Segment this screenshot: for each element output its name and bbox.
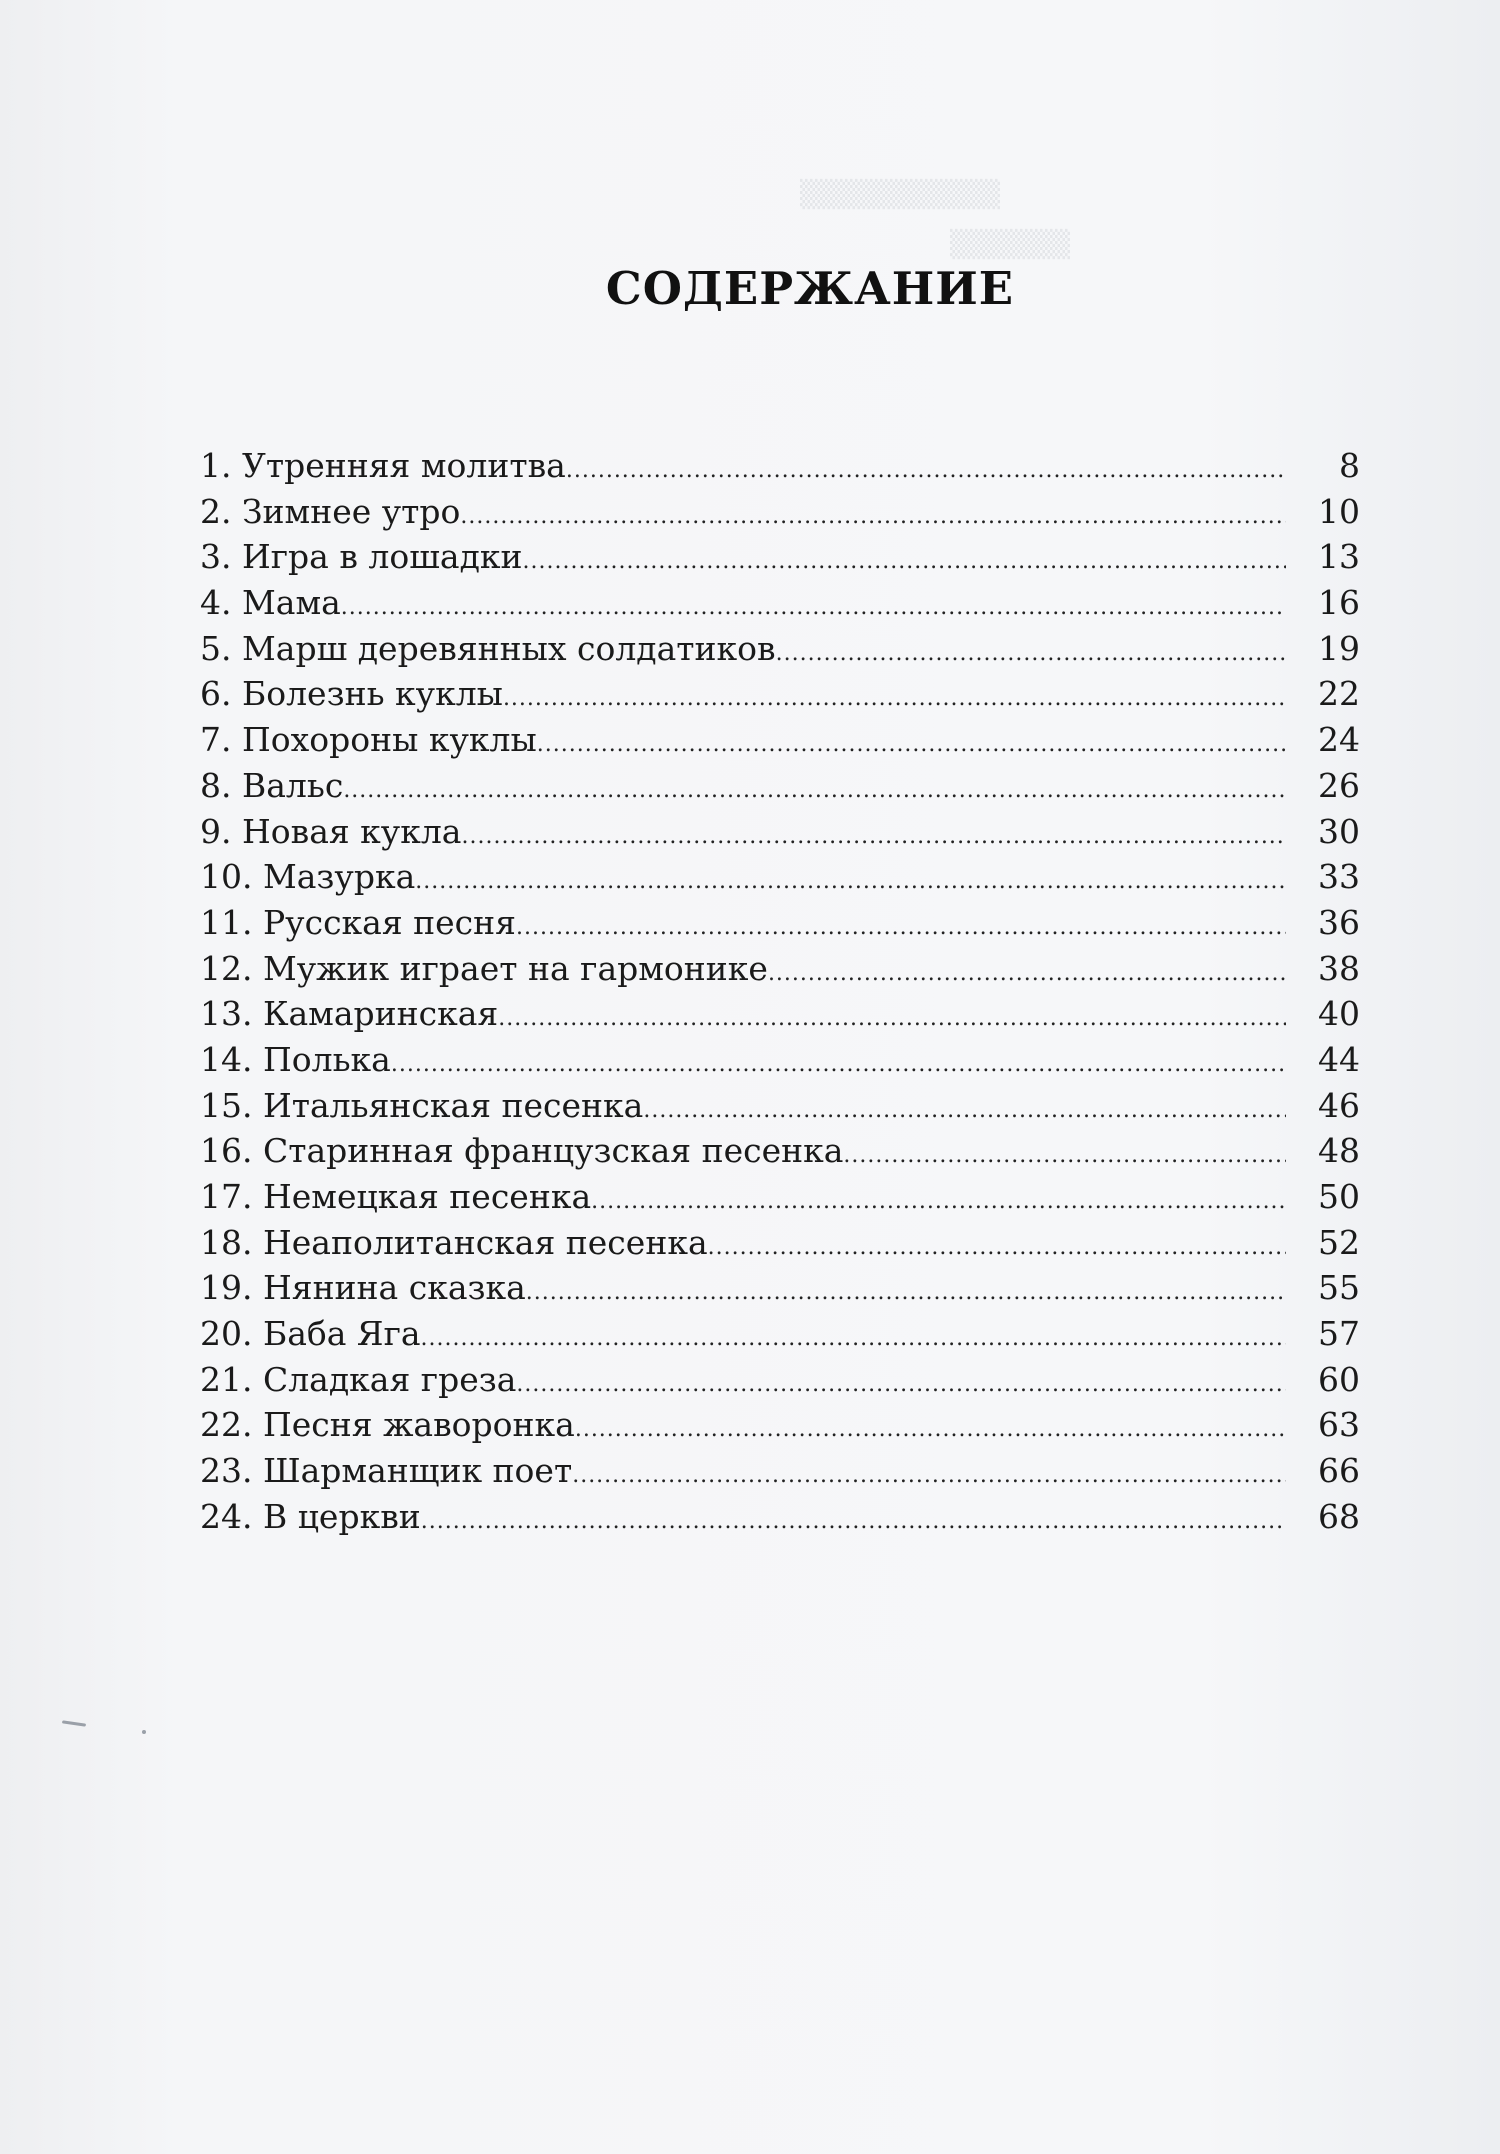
toc-entry: [200, 854, 1360, 900]
toc-entry-page-number: 22: [1318, 674, 1360, 714]
toc-entry: [200, 1311, 1360, 1357]
toc-entry-title: 19. Нянина сказка: [200, 1268, 526, 1308]
toc-entry-page-number: 26: [1318, 765, 1360, 805]
toc-entry: [200, 671, 1360, 717]
toc-entry-page-number: 13: [1318, 537, 1360, 577]
toc-entry-page-number: 30: [1318, 811, 1360, 851]
page-title: СОДЕРЖАНИЕ: [605, 262, 1015, 315]
toc-entry: [200, 580, 1360, 626]
toc-entry: [200, 626, 1360, 672]
toc-entry: [200, 1037, 1360, 1083]
dot-leader: [415, 859, 1286, 905]
dot-leader: [343, 768, 1286, 814]
toc-entry: [200, 717, 1360, 763]
toc-entry-title: 6. Болезнь куклы: [200, 674, 503, 714]
toc-entry: [200, 991, 1360, 1037]
dot-leader: [421, 1316, 1286, 1362]
toc-entry-page-number: 57: [1318, 1314, 1360, 1354]
toc-entry-title: 8. Вальс: [200, 765, 344, 805]
toc-entry-title: 18. Неаполитанская песенка: [200, 1222, 708, 1262]
toc-entry-page-number: 36: [1318, 902, 1360, 942]
toc-entry: [200, 1083, 1360, 1129]
toc-entry: [200, 1128, 1360, 1174]
toc-entry-page-number: 50: [1318, 1177, 1360, 1216]
dot-leader: [421, 1499, 1286, 1545]
toc-entry-page-number: 19: [1318, 628, 1360, 668]
toc-entry: [200, 946, 1360, 992]
toc-entry-page-number: 44: [1318, 1039, 1360, 1079]
toc-entry-title: 1. Утренняя молитва: [200, 446, 566, 485]
toc-entry-title: 17. Немецкая песенка: [200, 1177, 592, 1216]
toc-entry-title: 2. Зимнее утро: [200, 491, 461, 531]
toc-entry-page-number: 38: [1318, 948, 1360, 988]
toc-entry: [200, 1265, 1360, 1311]
toc-entry-title: 7. Похороны куклы: [200, 720, 537, 760]
toc-entry: [200, 809, 1360, 855]
toc-entry: [200, 1402, 1360, 1448]
toc-entry: [200, 1494, 1360, 1540]
toc-entry-page-number: 8: [1339, 446, 1360, 485]
stray-mark: [142, 1730, 146, 1734]
dot-leader: [341, 585, 1286, 631]
toc-entry-title: 9. Новая кукла: [200, 811, 462, 851]
toc-entry-title: 5. Марш деревянных солдатиков: [200, 628, 776, 668]
dot-leader: [516, 905, 1286, 951]
toc-entry-page-number: 46: [1318, 1085, 1360, 1125]
toc-entry-title: 20. Баба Яга: [200, 1314, 421, 1354]
toc-entry-title: 4. Мама: [200, 583, 341, 623]
stray-mark: [62, 1720, 86, 1726]
toc-entry-page-number: 10: [1318, 491, 1360, 531]
toc-entry: [200, 534, 1360, 580]
toc-entry: [200, 489, 1360, 535]
dot-leader: [462, 814, 1287, 860]
table-of-contents: [200, 443, 1360, 1540]
toc-entry-title: 16. Старинная французская песенка: [200, 1131, 844, 1171]
toc-entry-page-number: 60: [1318, 1359, 1360, 1399]
toc-entry: [200, 900, 1360, 946]
toc-entry-title: 14. Полька: [200, 1039, 391, 1079]
dot-leader: [460, 494, 1286, 540]
toc-entry-page-number: 52: [1318, 1222, 1360, 1262]
toc-entry-title: 21. Сладкая греза: [200, 1359, 517, 1399]
toc-entry: [200, 1448, 1360, 1494]
bleed-through-text: ▒▒▒▒▒▒: [950, 230, 1070, 260]
bleed-through-text: ▒▒▒▒▒▒▒▒▒▒: [800, 180, 1000, 210]
toc-entry: [200, 1220, 1360, 1266]
toc-entry: [200, 1357, 1360, 1403]
toc-entry-title: 13. Камаринская: [200, 994, 499, 1034]
toc-entry-title: 23. Шарманщик поет: [200, 1451, 573, 1491]
dot-leader: [391, 1042, 1286, 1088]
toc-entry-title: 22. Песня жаворонка: [200, 1405, 575, 1445]
toc-entry-page-number: 55: [1318, 1268, 1360, 1308]
dot-leader: [537, 722, 1286, 768]
dot-leader: [776, 631, 1286, 677]
toc-entry-page-number: 24: [1318, 720, 1360, 760]
toc-entry-title: 12. Мужик играет на гармонике: [200, 948, 768, 988]
dot-leader: [566, 448, 1286, 494]
toc-entry-page-number: 63: [1318, 1405, 1360, 1445]
dot-leader: [572, 1453, 1286, 1499]
toc-entry-page-number: 68: [1318, 1496, 1360, 1536]
toc-entry-title: 11. Русская песня: [200, 902, 516, 942]
toc-entry: [200, 1174, 1360, 1220]
toc-entry: [200, 443, 1360, 489]
dot-leader: [503, 676, 1286, 722]
toc-entry-title: 15. Итальянская песенка: [200, 1085, 644, 1125]
dot-leader: [708, 1225, 1286, 1271]
dot-leader: [843, 1133, 1286, 1179]
toc-entry-page-number: 48: [1318, 1131, 1360, 1171]
dot-leader: [575, 1407, 1286, 1453]
toc-entry-page-number: 40: [1318, 994, 1360, 1034]
dot-leader: [516, 1362, 1286, 1408]
dot-leader: [498, 996, 1286, 1042]
toc-entry-title: 24. В церкви: [200, 1496, 421, 1536]
dot-leader: [526, 1270, 1286, 1316]
toc-entry-page-number: 16: [1318, 583, 1360, 623]
toc-entry-page-number: 33: [1318, 857, 1360, 897]
dot-leader: [643, 1088, 1286, 1134]
toc-entry-title: 10. Мазурка: [200, 857, 416, 897]
dot-leader: [591, 1179, 1286, 1225]
dot-leader: [768, 951, 1286, 997]
toc-entry-title: 3. Игра в лошадки: [200, 537, 523, 577]
dot-leader: [523, 539, 1286, 585]
toc-entry: [200, 763, 1360, 809]
toc-entry-page-number: 66: [1318, 1451, 1360, 1491]
